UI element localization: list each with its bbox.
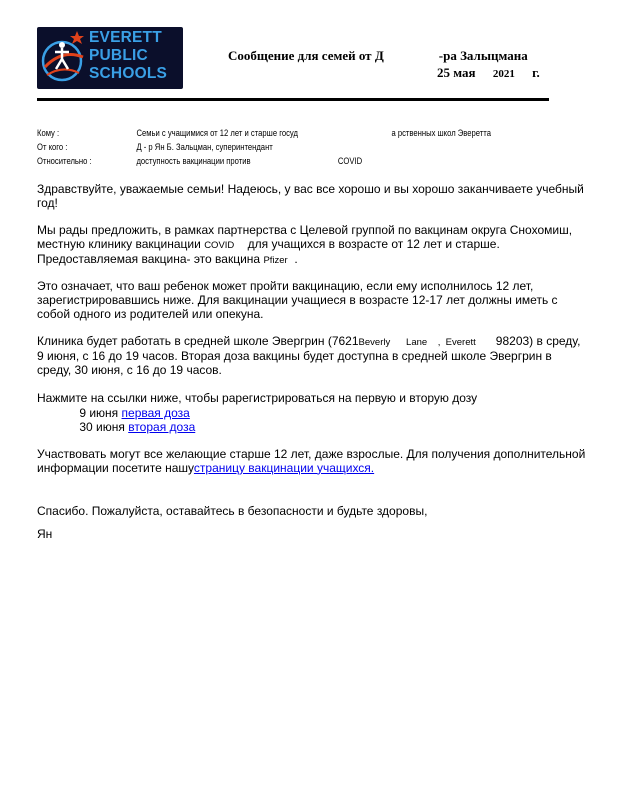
meta-re-value-1: доступность вакцинации против — [136, 156, 251, 166]
dose-links-list — [58, 406, 195, 434]
first-dose-link[interactable]: первая доза — [121, 406, 190, 420]
letter-date-suffix: г. — [532, 65, 540, 80]
covid-term: COVID — [204, 239, 235, 251]
logo-line-2: PUBLIC — [89, 47, 148, 64]
header-divider — [37, 98, 549, 101]
everett-public-schools-logo — [37, 27, 183, 89]
eligibility-paragraph: Это означает, что ваш ребенок может пройти вакцинацию, если ему исполнилось 12 лет, зарегистрировавшись ниже. Для вакцинации учащиеся в возрасте 12-17 лет должны иметь с собой одного из родителей или опекуна. — [37, 279, 558, 321]
letter-title — [228, 48, 528, 64]
meta-from-row — [37, 142, 273, 152]
globe-icon — [37, 27, 89, 89]
letter-title-part-2: -ра Залыцмана — [438, 48, 528, 63]
letter-date-day: 25 мая — [437, 65, 476, 80]
partnership-paragraph — [37, 224, 587, 267]
clinic-text-1: Клиника будет работать в средней школе Эвергрин (7621 — [37, 334, 359, 348]
logo-line-1: EVERETT — [89, 29, 162, 46]
partnership-text-2: для учащихся в возрасте от 12 лет и старше. Предоставляемая вакцина- это вакцина — [37, 236, 500, 266]
meta-to-label: Кому : — [37, 128, 60, 138]
letter-date-year: 2021 — [492, 68, 515, 80]
meta-re-row — [37, 156, 362, 166]
clinic-paragraph — [37, 335, 587, 377]
list-item — [58, 406, 195, 420]
logo-text — [89, 29, 183, 83]
meta-from-label: От кого : — [37, 142, 68, 152]
logo-line-3: SCHOOLS — [89, 65, 168, 82]
dose-date: 30 июня — [79, 420, 125, 434]
dose-date: 9 июня — [79, 406, 119, 420]
closing-paragraph: Спасибо. Пожалуйста, оставайтесь в безопасности и будьте здоровы, — [37, 504, 428, 518]
list-item — [58, 420, 195, 434]
meta-re-value-2: COVID — [337, 156, 363, 166]
pfizer-term: Pfizer — [263, 254, 288, 266]
info-paragraph — [37, 448, 587, 476]
clinic-address: Beverly Lane , Everett — [358, 337, 476, 348]
partnership-end: . — [294, 251, 298, 266]
clinic-text-2: 98203) в среду, 9 июня, с 16 до 19 часов. Вторая доза вакцины будет доступна в средней школе Эвергрин в среду, 30 июня, с 16 до 19 часов. — [37, 334, 581, 377]
student-vaccination-page-link[interactable]: страницу вакцинации учащихся. — [193, 460, 375, 475]
meta-to-value-1: Семьи с учащимися от 12 лет и старше госуд — [136, 128, 298, 138]
letter-date — [437, 65, 554, 81]
meta-to-row — [37, 128, 491, 138]
partnership-text-1: Мы рады предложить, в рамках партнерства с Целевой группой по вакцинам округа Снохомиш, местную клинику вакцинации — [37, 223, 573, 251]
second-dose-link[interactable]: вторая доза — [128, 420, 196, 434]
letter-title-part-1: Сообщение для семей от Д — [228, 48, 384, 63]
greeting-paragraph: Здравствуйте, уважаемые семьи! Надеюсь, у вас все хорошо и вы хорошо заканчиваете учебный год! — [37, 182, 584, 210]
meta-re-label: Относительно : — [37, 156, 92, 166]
register-paragraph: Нажмите на ссылки ниже, чтобы рарегистрироваться на первую и вторую дозу — [37, 391, 478, 405]
meta-from-value: Д - р Ян Б. Зальцман, суперинтендант — [136, 142, 273, 152]
signature: Ян — [37, 527, 53, 541]
meta-to-value-2: а рственных школ Эверетта — [391, 128, 491, 138]
info-text: Участвовать могут все желающие старше 12 лет, даже взрослые. Для получения дополнительной информации посетите нашу — [37, 447, 586, 475]
